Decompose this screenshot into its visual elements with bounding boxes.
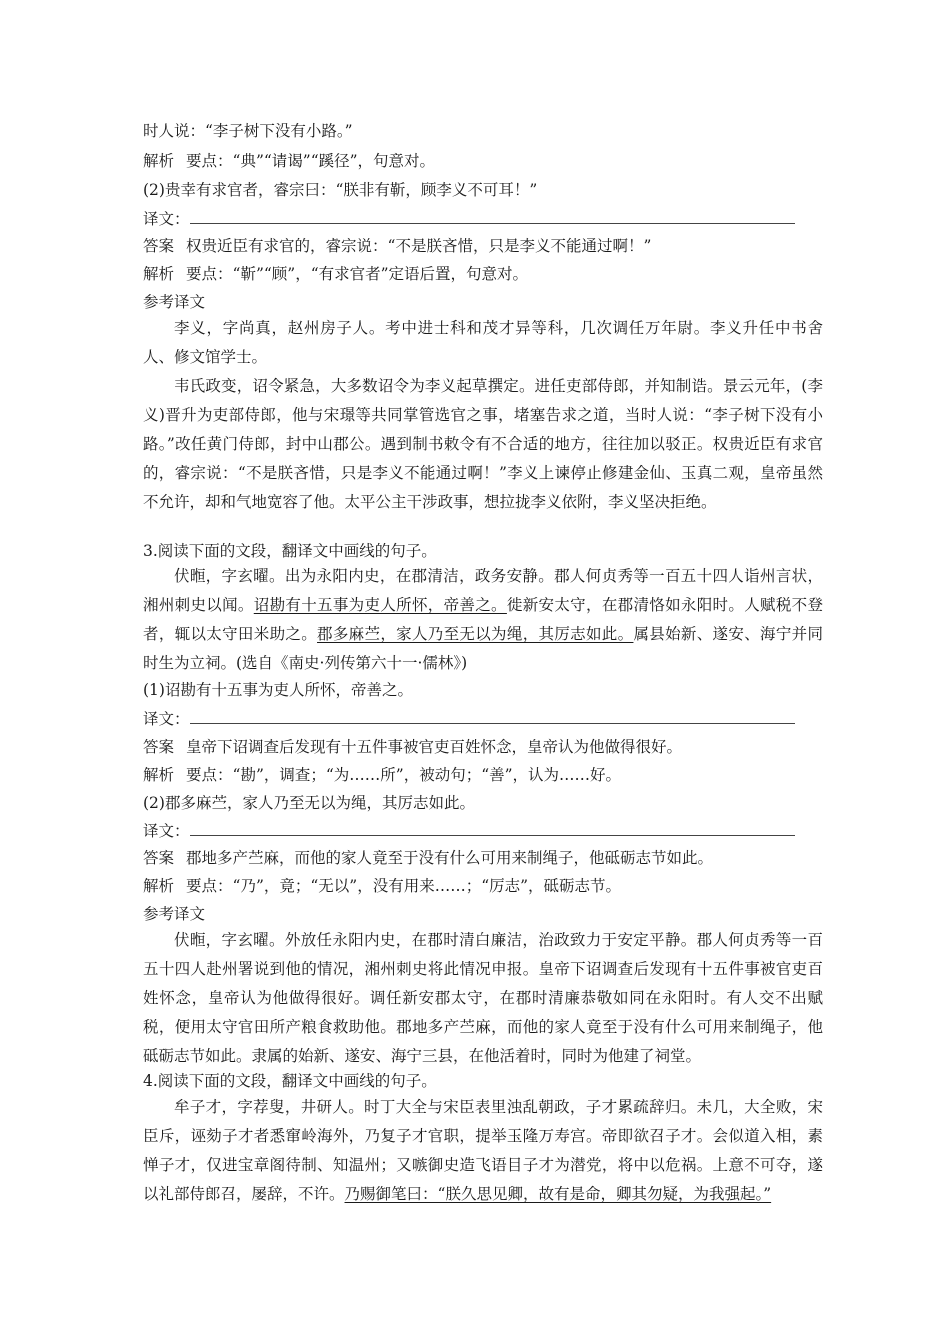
underlined-sentence-2: 郡多麻苎，家人乃至无以为绳，其厉志如此。 [317, 625, 634, 643]
text-line: 时人说：“李子树下没有小路。” [143, 122, 353, 140]
translation-paragraph: 韦氏政变，诏令紧急，大多数诏令为李义起草撰定。进任吏部侍郎，并知制诰。景云元年，(李义)晋升为吏部侍郎，他与宋璟等共同掌管选官之事，堵塞告求之道，当时人说：“李子树下没有小路。”改任黄门侍郎，封中山郡公。遇到制书敕令有不合适的地方，往往加以驳正。权贵近臣有求官的，睿宗说：“不是朕吝惜，只是李义不能通过啊！”李义上谏停止修建金仙、玉真二观，皇帝虽然不允许，却和气地宽容了他。太平公主干涉政事，想拉拢李义依附，李义坚决拒绝。 [143, 377, 823, 511]
analysis-text: 要点：“靳”“顾”，“有求官者”定语后置，句意对。 [186, 265, 529, 283]
analysis-text: 要点：“乃”，竟；“无以”，没有用来……；“厉志”，砥砺志节。 [186, 877, 622, 895]
answer-label: 答案 [143, 237, 175, 255]
translation-field-row [143, 209, 823, 229]
translation-paragraph: 伏暅，字玄曜。外放任永阳内史，在郡时清白廉洁，治政致力于安定平静。郡人何贞秀等一百五十四人赴州署说到他的情况，湘州刺史将此情况申报。皇帝下诏调查后发现有十五件事被官吏百姓怀念，皇帝认为他做得很好。调任新安郡太守，在郡时清廉恭敬如同在永阳时。有人交不出赋税，便用太守官田所产粮食救助他。郡地多产苎麻，而他的家人竟至于没有什么可用来制绳子，他砥砺志节如此。隶属的始新、遂安、海宁三县，在他活着时，同时为他建了祠堂。 [143, 931, 823, 1065]
sentence-1: (1)诏勘有十五事为吏人所怀，帝善之。 [143, 681, 413, 699]
reference-translation-body [143, 314, 823, 517]
analysis-label: 解析 [143, 152, 175, 170]
translation-label: 译文： [143, 210, 190, 228]
question-4-passage [143, 1093, 823, 1209]
passage-paragraph [143, 1093, 823, 1209]
translation-label: 译文： [143, 822, 190, 840]
reference-translation-heading: 参考译文 [143, 905, 206, 923]
sentence-2: (2)郡多麻苎，家人乃至无以为绳，其厉志如此。 [143, 794, 475, 812]
analysis-label: 解析 [143, 265, 175, 283]
answer-line [143, 848, 823, 868]
answer-label: 答案 [143, 738, 175, 756]
analysis-label: 解析 [143, 877, 175, 895]
answer-line [143, 737, 823, 757]
sentence-2: (2)贵幸有求官者，睿宗曰：“朕非有靳，顾李义不可耳！” [143, 181, 538, 199]
answer-text: 皇帝下诏调查后发现有十五件事被官吏百姓怀念，皇帝认为他做得很好。 [186, 738, 683, 756]
translation-field-row [143, 821, 823, 841]
translation-blank[interactable] [190, 711, 795, 724]
answer-label: 答案 [143, 849, 175, 867]
translation-field-row [143, 709, 823, 729]
analysis-line [143, 264, 823, 284]
analysis-line [143, 765, 823, 785]
analysis-text: 要点：“勘”，调查；“为……所”，被动句；“善”，认为……好。 [186, 766, 622, 784]
translation-paragraph: 李义，字尚真，赵州房子人。考中进士科和茂才异等科，几次调任万年尉。李义升任中书舍人、修文馆学士。 [143, 319, 823, 366]
question-4-heading: 4.阅读下面的文段，翻译文中画线的句子。 [143, 1072, 437, 1090]
passage-text: 牟子才，字荐叟，井研人。时丁大全与宋臣表里浊乱朝政，子才累疏辞归。未几，大全败，宋臣斥，诬劾子才者悉窜岭海外，乃复子才官职，提举玉隆万寿宫。帝即欲召子才。会似道入相，素惮子才，仅进宝章阁待制、知温州；又嗾御史造飞语目子才为潜党，将中以危祸。上意不可夺，遂以礼部侍郎召，屡辞，不许。 [143, 1098, 823, 1203]
question-3-heading: 3.阅读下面的文段，翻译文中画线的句子。 [143, 542, 437, 560]
passage-paragraph [143, 562, 823, 678]
answer-text: 权贵近臣有求官的，睿宗说：“不是朕吝惜，只是李义不能通过啊！” [186, 237, 652, 255]
analysis-label: 解析 [143, 766, 175, 784]
analysis-text: 要点：“典”“请谒”“蹊径”，句意对。 [186, 152, 436, 170]
passage-text: 伏暅，字玄曜。出为永阳内史，在郡清洁，政务安静。郡人何贞秀等一百五十四人诣州言状，湘州刺史以闻。 [143, 567, 823, 614]
reference-translation-body [143, 926, 823, 1071]
translation-blank[interactable] [190, 211, 795, 224]
answer-line [143, 236, 823, 256]
translation-label: 译文： [143, 710, 190, 728]
passage-text: 属县始新、遂安、海宁并同时生为立祠。(选自《南史·列传第六十一·儒林》) [143, 625, 823, 672]
answer-text: 郡地多产苎麻，而他的家人竟至于没有什么可用来制绳子，他砥砺志节如此。 [186, 849, 714, 867]
underlined-sentence-1: 诏勘有十五事为吏人所怀，帝善之。 [253, 596, 507, 614]
underlined-sentence-1: 乃赐御笔曰：“朕久思见卿，故有是命，卿其勿疑，为我强起。” [344, 1185, 772, 1203]
analysis-line [143, 151, 823, 171]
passage-text: 徙新安太守，在郡清恪如永阳时。人赋税不登者，辄以太守田米助之。 [143, 596, 823, 643]
reference-translation-heading: 参考译文 [143, 293, 206, 311]
question-3-passage [143, 562, 823, 678]
analysis-line [143, 876, 823, 896]
translation-blank[interactable] [190, 823, 795, 836]
